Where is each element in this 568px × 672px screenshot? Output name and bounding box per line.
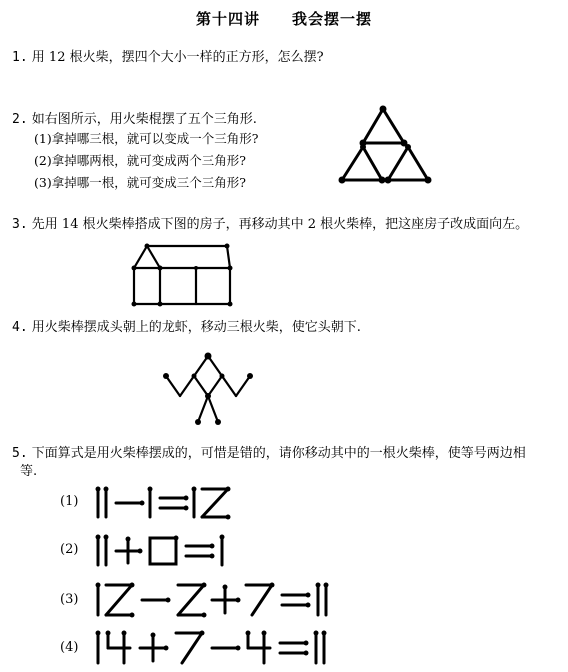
question-text: 下面算式是用火柴棒摆成的，可惜是错的，请你移动其中的一根火柴棒，使等号两边相 xyxy=(31,446,526,461)
question-1 xyxy=(12,50,324,66)
equation-label-1: (1) xyxy=(60,494,79,509)
equation-label-4: (4) xyxy=(60,640,79,655)
question-text: 如右图所示，用火柴棍摆了五个三角形. xyxy=(31,112,257,127)
question-number: 2. xyxy=(12,112,28,127)
equation-1-matchsticks xyxy=(94,486,244,520)
question-text-continued: 等. xyxy=(20,464,38,479)
question-text: 用火柴棒摆成头朝上的龙虾，移动三根火柴，使它头朝下. xyxy=(31,320,361,335)
question-2 xyxy=(12,112,257,128)
sub-question-1: (1)拿掉哪三根，就可以变成一个三角形? xyxy=(34,131,259,146)
question-number: 3. xyxy=(12,217,28,232)
question-text: 先用 14 根火柴棒搭成下图的房子，再移动其中 2 根火柴棒，把这座房子改成面向左。 xyxy=(31,217,529,232)
sub-question-2: (2)拿掉哪两根，就可变成两个三角形? xyxy=(34,153,246,168)
equation-2-matchsticks xyxy=(94,534,244,568)
question-text: 用 12 根火柴，摆四个大小一样的正方形，怎么摆? xyxy=(31,50,324,65)
page-title: 第十四讲 我会摆一摆 xyxy=(195,10,372,28)
question-number: 1. xyxy=(12,50,28,65)
five-triangles-figure xyxy=(330,100,440,190)
matchstick-house-figure xyxy=(126,240,238,310)
question-number: 4. xyxy=(12,320,28,335)
equation-label-2: (2) xyxy=(60,542,79,557)
equation-3-matchsticks xyxy=(94,582,344,618)
equation-4-matchsticks xyxy=(94,630,344,666)
question-4 xyxy=(12,320,361,336)
question-3 xyxy=(12,217,528,233)
question-number: 5. xyxy=(12,446,28,461)
sub-question-3: (3)拿掉哪一根，就可变成三个三角形? xyxy=(34,175,246,190)
question-5 xyxy=(12,446,526,462)
matchstick-lobster-figure xyxy=(160,348,256,430)
equation-label-3: (3) xyxy=(60,592,79,607)
